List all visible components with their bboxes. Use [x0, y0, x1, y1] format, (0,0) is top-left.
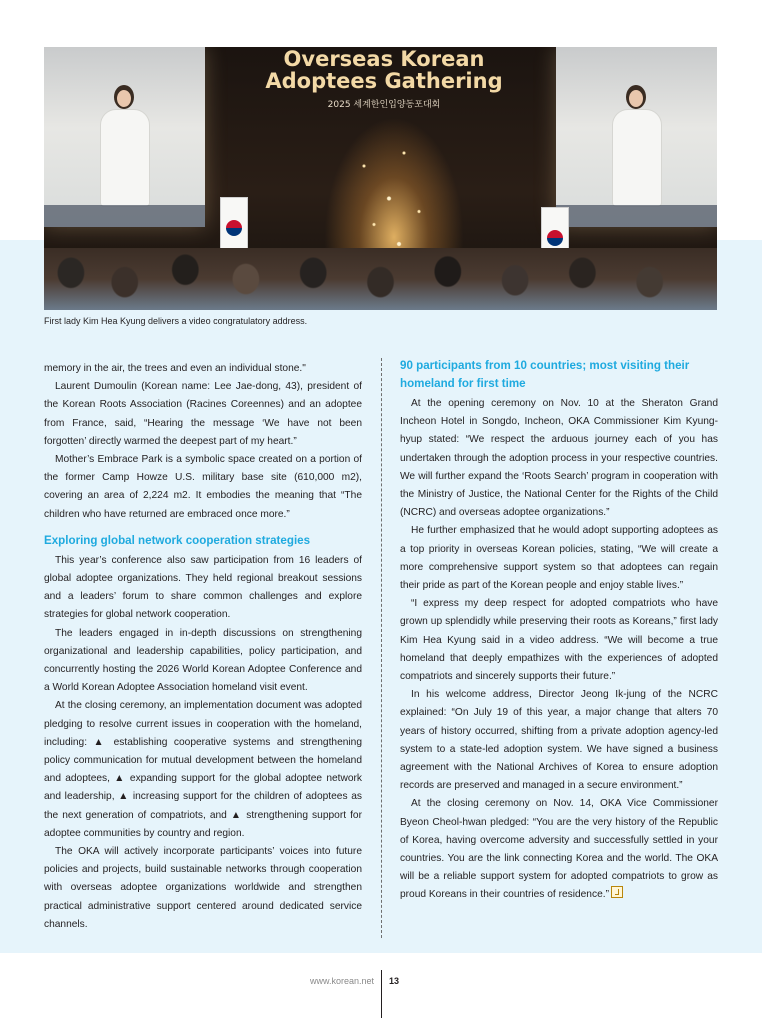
- footer-url: www.korean.net: [309, 976, 374, 986]
- paragraph: [400, 795, 718, 904]
- paragraph: Mother’s Embrace Park is a symbolic space created on a portion of the former Camp Howze U.S. military base site (610,000 m2), covering an area of 2,224 m2. It embodies the meaning that “The children who have returned are embraced once more.”: [44, 454, 362, 520]
- paragraph: The leaders engaged in in-depth discussions on strengthening organizational and leadership capabilities, policy participation, and concurrently hosting the 2026 World Korean Adoptee Conference and a World Korean Adoptee Association homeland visit event.: [44, 627, 362, 694]
- photo-caption: First lady Kim Hea Kyung delivers a video congratulatory address.: [44, 316, 308, 326]
- first-lady-figure: [96, 85, 152, 205]
- paragraph: He further emphasized that he would adopt supporting adoptees as a top priority in overseas Korean policies, stating, “We will create a more comprehensive support system so that adoptees can regain their pride as part of the Korean people and enjoy stable lives.”: [400, 525, 718, 592]
- paragraph: This year’s conference also saw participation from 16 leaders of global adoptee organizations. They held regional breakout sessions and a leaders’ forum to share common challenges and explore strategies for global network cooperation.: [44, 554, 362, 621]
- stage-title-line1: Overseas Korean: [283, 47, 485, 71]
- video-screen-left: [44, 47, 205, 227]
- stage-subtitle: 2025 세계한인입양동포대회: [327, 100, 441, 110]
- first-lady-figure: [608, 85, 664, 205]
- end-mark-icon: [611, 886, 623, 898]
- event-photo: [44, 47, 717, 310]
- paragraph: At the closing ceremony, an implementation document was adopted pledging to resolve current issues in cooperation with the homeland, including: ▲ establishing cooperative systems and strengthening policy communication for mutual development between the homeland and adoptees, ▲ expanding support for the global adoptee network and leadership, ▲ increasing support for the children of adoptees as the next generation of compatriots, and ▲ strengthening support for adoptee communities by country and region.: [44, 700, 362, 839]
- paragraph: “I express my deep respect for adopted compatriots who have grown up splendidly while preserving their roots as Koreans,” first lady Kim Hea Kyung said in a video address. “We will become a true homeland that deeply empathizes with the experiences of adopted compatriots and sincerely supports their future.”: [400, 598, 718, 683]
- section-heading: Exploring global network cooperation strategies: [44, 533, 311, 547]
- column-divider: [381, 358, 382, 938]
- paragraph: memory in the air, the trees and even an individual stone.": [44, 363, 306, 374]
- paragraph: Laurent Dumoulin (Korean name: Lee Jae-dong, 43), president of the Korean Roots Association (Racines Coreennes) and an adoptee from France, said, “Hearing the message ‘We have not been forgotten’ directly warmed the deepest part of my heart.”: [44, 381, 362, 447]
- video-screen-right: [556, 47, 717, 227]
- screen-subtitle-bar: [556, 205, 717, 227]
- paragraph: At the opening ceremony on Nov. 10 at the Sheraton Grand Incheon Hotel in Songdo, Incheon, OKA Commissioner Kim Kyung-hyup stated: “We respect the arduous journey each of you has undertaken through the adoption process in your respective countries. We will further expand the ‘Roots Search’ program in cooperation with the Ministry of Justice, the National Center for the Rights of the Child (NCRC) and overseas adoptee organizations.”: [400, 398, 718, 519]
- paragraph-text: At the closing ceremony on Nov. 14, OKA Vice Commissioner Byeon Cheol-hwan pledged: “You are the very history of the Republic of Korea, having overcome adversity and successfully settled in your countries. You are the link connecting Korea and the world. The OKA will be a reliable support system for adopted compatriots to grow as proud Koreans in their countries of residence.”: [400, 798, 718, 901]
- left-column: [44, 360, 362, 934]
- paragraph: In his welcome address, Director Jeong Ik-jung of the NCRC explained: “On July 19 of this year, a major change that alters 70 years of history occurred, shifting from a private adoption agency-led system to a state-led adoption system. We have signed a business agreement with the National Archives of Korea to ensure adoption records are preserved and managed in a secure environment.”: [400, 689, 718, 792]
- footer-divider: [381, 970, 382, 1018]
- stage-title-line2: Adoptees Gathering: [265, 69, 503, 93]
- page-number: 13: [389, 976, 400, 986]
- audience: [44, 248, 717, 310]
- section-heading: 90 participants from 10 countries; most visiting their homeland for first time: [400, 359, 690, 390]
- paragraph: The OKA will actively incorporate participants’ voices into future policies and projects, build sustainable networks through cooperation with overseas adoptee organizations worldwide and strengthen practical administrative support centered around dedicated service channels.: [44, 846, 362, 930]
- right-column: [400, 357, 718, 905]
- stage-sparkles: [344, 127, 444, 257]
- screen-subtitle-bar: [44, 205, 205, 227]
